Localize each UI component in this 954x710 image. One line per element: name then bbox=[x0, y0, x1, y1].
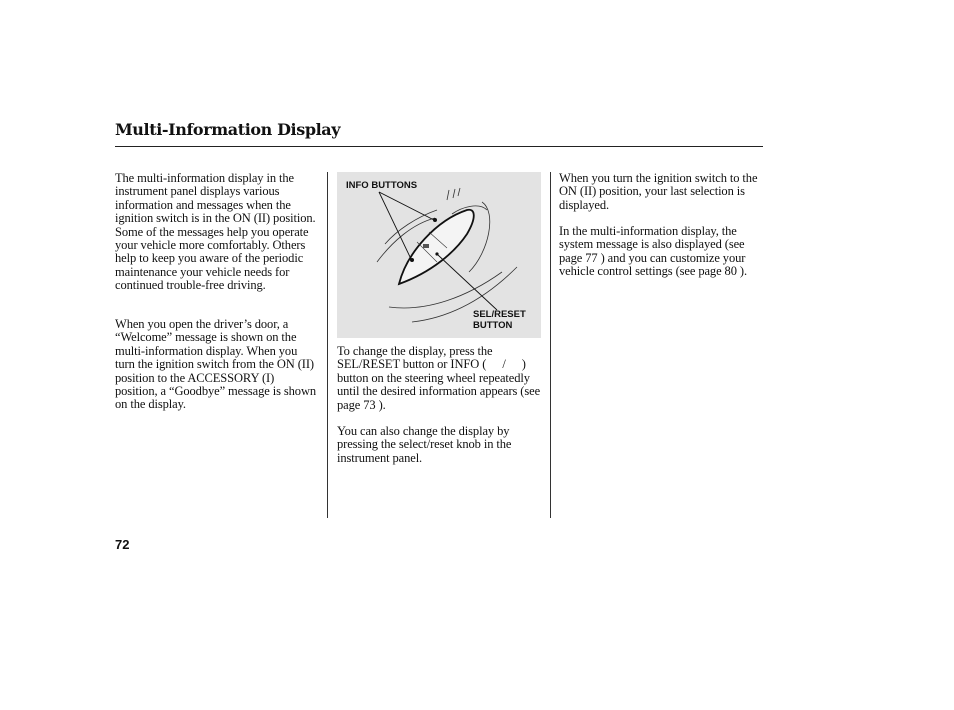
middle-para1-text-c: ) button on the steering wheel repeatedly until the desired information appears (see page bbox=[337, 357, 541, 412]
left-paragraph-2: When you open the driver’s door, a “Welcome” message is shown on the multi-information display. When you turn the ignition switch from the ON (II) position to the ACCESSORY (I) position, a “Goodbye” message is shown on the display. bbox=[115, 317, 317, 412]
middle-para1-text-d: ). bbox=[378, 397, 386, 412]
page-title: Multi-Information Display bbox=[115, 120, 341, 139]
column-divider-left bbox=[327, 172, 328, 518]
middle-para1-text-a: To change the display, press the SEL/RESET button or INFO ( bbox=[337, 344, 493, 372]
page-ref-77[interactable]: 77 bbox=[585, 250, 598, 265]
info-buttons-label: INFO BUTTONS bbox=[346, 180, 418, 191]
sel-reset-label-line-2: BUTTON bbox=[473, 320, 513, 331]
right-paragraph-2 bbox=[559, 225, 764, 279]
steering-wheel-figure bbox=[337, 172, 541, 338]
right-paragraph-1: When you turn the ignition switch to the ON (II) position, your last selection is displayed. bbox=[559, 171, 758, 212]
middle-para1-slash: / bbox=[502, 357, 506, 372]
sel-reset-button-label bbox=[473, 309, 526, 331]
sel-reset-label-line-1: SEL/RESET bbox=[473, 309, 526, 320]
right-para2-text-c: ). bbox=[739, 264, 747, 279]
middle-paragraph-2: You can also change the display by pressing the select/reset knob in the instrument panel. bbox=[337, 424, 512, 465]
page-ref-73[interactable]: 73 bbox=[363, 397, 376, 412]
column-divider-right bbox=[550, 172, 551, 518]
right-para2-text-b: ) and you can customize your vehicle control settings (see page bbox=[559, 250, 746, 279]
left-paragraph-1: The multi-information display in the instrument panel displays various information and messages when the ignition switch is in the ON (II) position. Some of the messages help you operate your vehicle more comfortably. Others help to keep you aware of the periodic maintenance your vehicle needs for continued trouble-free driving. bbox=[115, 171, 316, 293]
page-ref-80[interactable]: 80 bbox=[724, 264, 737, 279]
middle-paragraph-1 bbox=[337, 345, 542, 412]
page-number: 72 bbox=[115, 537, 130, 552]
title-rule bbox=[115, 146, 763, 147]
right-para2-text-a: In the multi-information display, the system message is also displayed (see page bbox=[559, 224, 745, 265]
